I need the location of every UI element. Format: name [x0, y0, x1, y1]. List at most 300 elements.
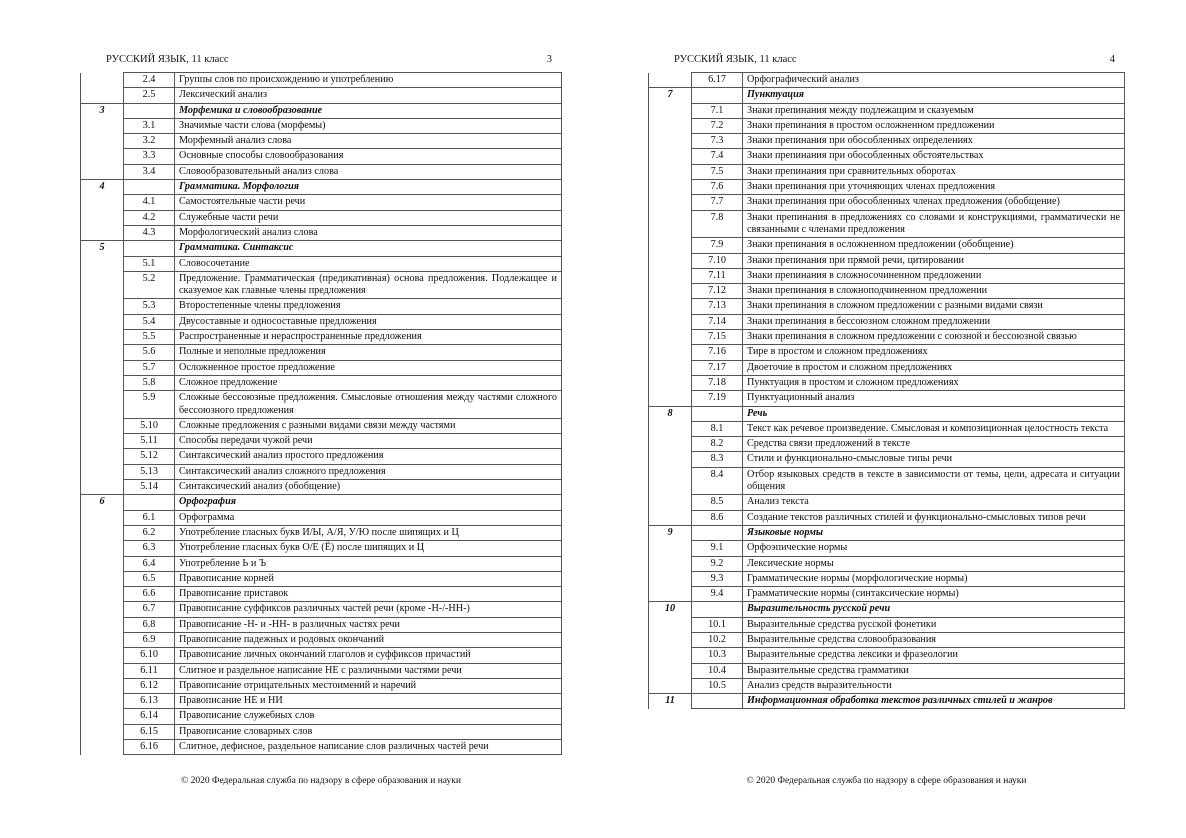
item-text-cell: Правописание суффиксов различных частей речи (кроме -Н-/-НН-)	[175, 602, 562, 617]
section-number-cell	[649, 330, 692, 345]
table-row	[649, 284, 1125, 299]
item-code-cell: 7.6	[692, 180, 743, 195]
section-number-cell	[649, 663, 692, 678]
item-code-cell: 9.4	[692, 587, 743, 602]
item-code-cell: 6.5	[124, 571, 175, 586]
table-row	[81, 709, 562, 724]
item-text-cell: Правописание отрицательных местоимений и наречий	[175, 678, 562, 693]
item-text-cell: Осложненное простое предложение	[175, 360, 562, 375]
item-code-cell: 5.11	[124, 434, 175, 449]
item-code-cell: 7.18	[692, 375, 743, 390]
item-code-cell: 6.9	[124, 632, 175, 647]
item-text-cell: Правописание НЕ и НИ	[175, 694, 562, 709]
item-code-cell: 8.5	[692, 495, 743, 510]
section-number-cell	[649, 118, 692, 133]
table-row	[649, 617, 1125, 632]
item-text-cell: Самостоятельные части речи	[175, 195, 562, 210]
item-code-cell: 7.3	[692, 134, 743, 149]
item-code-cell: 6.4	[124, 556, 175, 571]
section-number-cell	[649, 678, 692, 693]
section-number-cell	[649, 195, 692, 210]
table-row	[81, 663, 562, 678]
item-text-cell: Знаки препинания в бессоюзном сложном предложении	[743, 314, 1125, 329]
item-text-cell: Морфемный анализ слова	[175, 134, 562, 149]
item-code-cell: 7.16	[692, 345, 743, 360]
table-row	[649, 467, 1125, 495]
table-row	[81, 299, 562, 314]
section-number-cell	[81, 418, 124, 433]
item-code-cell: 10.1	[692, 617, 743, 632]
item-code-cell: 5.9	[124, 391, 175, 419]
page-footer: © 2020 Федеральная служба по надзору в сфере образования и науки	[180, 776, 461, 786]
table-row	[81, 434, 562, 449]
table-row	[649, 299, 1125, 314]
section-number-cell	[649, 556, 692, 571]
item-code-cell: 6.10	[124, 648, 175, 663]
section-number-cell	[81, 663, 124, 678]
section-number-cell	[649, 238, 692, 253]
table-row	[81, 724, 562, 739]
section-number-cell	[81, 195, 124, 210]
item-code-cell: 6.11	[124, 663, 175, 678]
section-number-cell	[81, 164, 124, 179]
item-text-cell: Знаки препинания при обособленных членах предложения (обобщение)	[743, 195, 1125, 210]
table-row	[81, 391, 562, 419]
item-code-cell: 6.17	[692, 73, 743, 88]
table-row	[649, 632, 1125, 647]
item-text-cell: Морфологический анализ слова	[175, 225, 562, 240]
item-code-cell: 7.1	[692, 103, 743, 118]
item-code-cell: 6.12	[124, 678, 175, 693]
item-text-cell: Второстепенные члены предложения	[175, 299, 562, 314]
section-number-cell: 10	[649, 602, 692, 617]
item-code-cell: 4.2	[124, 210, 175, 225]
table-row	[81, 464, 562, 479]
item-code-cell: 6.15	[124, 724, 175, 739]
table-row	[81, 525, 562, 540]
table-row	[649, 678, 1125, 693]
item-code-cell: 3.3	[124, 149, 175, 164]
table-row	[649, 421, 1125, 436]
section-number-cell	[649, 73, 692, 88]
table-row	[81, 740, 562, 755]
section-title-cell: Информационная обработка текстов различных стилей и жанров	[743, 694, 1125, 709]
item-text-cell: Знаки препинания при уточняющих членах предложения	[743, 180, 1125, 195]
item-text-cell: Стили и функционально-смысловые типы речи	[743, 452, 1125, 467]
item-code-cell	[692, 406, 743, 421]
item-code-cell: 9.2	[692, 556, 743, 571]
section-number-cell	[81, 678, 124, 693]
section-number-cell	[81, 571, 124, 586]
item-code-cell	[692, 694, 743, 709]
table-row	[81, 210, 562, 225]
item-code-cell: 8.1	[692, 421, 743, 436]
item-text-cell: Способы передачи чужой речи	[175, 434, 562, 449]
section-number-cell	[649, 648, 692, 663]
section-row	[81, 241, 562, 256]
section-title-cell: Речь	[743, 406, 1125, 421]
item-text-cell: Тире в простом и сложном предложениях	[743, 345, 1125, 360]
section-number-cell	[81, 210, 124, 225]
table-row	[81, 648, 562, 663]
item-code-cell	[124, 180, 175, 195]
page-footer: © 2020 Федеральная служба по надзору в сфере образования и науки	[746, 776, 1027, 786]
item-text-cell: Выразительные средства русской фонетики	[743, 617, 1125, 632]
table-row	[81, 118, 562, 133]
section-number-cell	[81, 118, 124, 133]
item-text-cell: Словосочетание	[175, 256, 562, 271]
item-text-cell: Правописание -Н- и -НН- в различных частях речи	[175, 617, 562, 632]
table-row	[649, 375, 1125, 390]
item-text-cell: Служебные части речи	[175, 210, 562, 225]
item-code-cell: 6.6	[124, 587, 175, 602]
section-number-cell	[649, 268, 692, 283]
table-row	[81, 149, 562, 164]
table-row	[81, 510, 562, 525]
item-code-cell: 10.4	[692, 663, 743, 678]
section-title-cell: Грамматика. Морфология	[175, 180, 562, 195]
table-row	[649, 73, 1125, 88]
item-text-cell: Словообразовательный анализ слова	[175, 164, 562, 179]
item-text-cell: Сложные бессоюзные предложения. Смысловые отношения между частями сложного бессоюзного предложения	[175, 391, 562, 419]
table-row	[649, 571, 1125, 586]
item-text-cell: Употребление гласных букв И/Ы, А/Я, У/Ю после шипящих и Ц	[175, 525, 562, 540]
section-row	[81, 495, 562, 510]
table-row	[649, 180, 1125, 195]
section-number-cell: 3	[81, 103, 124, 118]
table-row	[81, 541, 562, 556]
table-row	[81, 345, 562, 360]
table-row	[649, 345, 1125, 360]
item-code-cell: 6.16	[124, 740, 175, 755]
item-text-cell: Основные способы словообразования	[175, 149, 562, 164]
item-text-cell: Правописание личных окончаний глаголов и суффиксов причастий	[175, 648, 562, 663]
item-text-cell: Знаки препинания в сложном предложении с союзной и бессоюзной связью	[743, 330, 1125, 345]
section-number-cell	[649, 495, 692, 510]
item-code-cell: 6.13	[124, 694, 175, 709]
section-number-cell	[649, 149, 692, 164]
section-number-cell	[81, 345, 124, 360]
section-number-cell	[81, 330, 124, 345]
section-number-cell	[81, 694, 124, 709]
section-row	[649, 525, 1125, 540]
table-row	[81, 480, 562, 495]
section-number-cell	[649, 314, 692, 329]
table-row	[649, 587, 1125, 602]
item-text-cell: Знаки препинания при обособленных определениях	[743, 134, 1125, 149]
section-number-cell	[649, 253, 692, 268]
table-row	[81, 418, 562, 433]
item-code-cell: 6.14	[124, 709, 175, 724]
section-title-cell: Орфография	[175, 495, 562, 510]
table-row	[649, 134, 1125, 149]
section-number-cell	[649, 134, 692, 149]
table-row	[81, 556, 562, 571]
item-code-cell	[692, 602, 743, 617]
section-number-cell: 6	[81, 495, 124, 510]
item-text-cell: Выразительные средства грамматики	[743, 663, 1125, 678]
section-row	[649, 602, 1125, 617]
table-row	[649, 648, 1125, 663]
section-number-cell	[649, 437, 692, 452]
section-number-cell: 7	[649, 88, 692, 103]
table-row	[81, 617, 562, 632]
section-number-cell	[649, 299, 692, 314]
section-number-cell	[649, 632, 692, 647]
section-number-cell	[81, 391, 124, 419]
table-row	[649, 437, 1125, 452]
table-row	[649, 510, 1125, 525]
item-code-cell: 5.7	[124, 360, 175, 375]
section-title-cell: Грамматика. Синтаксис	[175, 241, 562, 256]
item-code-cell: 5.4	[124, 314, 175, 329]
item-code-cell	[692, 88, 743, 103]
section-number-cell	[81, 314, 124, 329]
item-text-cell: Знаки препинания в осложненном предложении (обобщение)	[743, 238, 1125, 253]
table-row	[649, 663, 1125, 678]
table-row	[649, 149, 1125, 164]
item-code-cell: 5.1	[124, 256, 175, 271]
item-text-cell: Употребление гласных букв О/Е (Ё) после шипящих и Ц	[175, 541, 562, 556]
item-code-cell: 5.6	[124, 345, 175, 360]
section-number-cell	[81, 360, 124, 375]
section-number-cell	[649, 180, 692, 195]
section-number-cell	[81, 541, 124, 556]
item-code-cell: 9.1	[692, 541, 743, 556]
item-code-cell: 2.5	[124, 88, 175, 103]
item-text-cell: Знаки препинания между подлежащим и сказуемым	[743, 103, 1125, 118]
table-row	[81, 134, 562, 149]
section-number-cell	[81, 271, 124, 299]
section-number-cell	[81, 602, 124, 617]
section-number-cell	[649, 510, 692, 525]
table-row	[81, 88, 562, 103]
item-code-cell: 7.12	[692, 284, 743, 299]
table-row	[649, 268, 1125, 283]
table-row	[81, 330, 562, 345]
item-code-cell: 8.2	[692, 437, 743, 452]
item-text-cell: Употребление Ь и Ъ	[175, 556, 562, 571]
item-code-cell: 10.5	[692, 678, 743, 693]
item-code-cell: 8.3	[692, 452, 743, 467]
item-code-cell: 7.10	[692, 253, 743, 268]
item-text-cell: Орфограмма	[175, 510, 562, 525]
table-row	[649, 452, 1125, 467]
item-code-cell: 4.1	[124, 195, 175, 210]
item-text-cell: Знаки препинания в сложноподчиненном предложении	[743, 284, 1125, 299]
section-row	[81, 103, 562, 118]
section-number-cell	[81, 434, 124, 449]
item-code-cell: 7.7	[692, 195, 743, 210]
item-code-cell: 7.2	[692, 118, 743, 133]
section-number-cell: 8	[649, 406, 692, 421]
item-text-cell: Лексический анализ	[175, 88, 562, 103]
item-code-cell: 7.14	[692, 314, 743, 329]
table-row	[81, 164, 562, 179]
item-code-cell: 5.5	[124, 330, 175, 345]
table-row	[649, 164, 1125, 179]
item-text-cell: Орфографический анализ	[743, 73, 1125, 88]
item-code-cell: 3.1	[124, 118, 175, 133]
item-code-cell: 8.4	[692, 467, 743, 495]
item-code-cell: 6.1	[124, 510, 175, 525]
section-number-cell	[81, 256, 124, 271]
section-title-cell: Языковые нормы	[743, 525, 1125, 540]
section-title-cell: Выразительность русской речи	[743, 602, 1125, 617]
content-table	[80, 72, 562, 755]
table-row	[649, 238, 1125, 253]
item-code-cell	[124, 495, 175, 510]
item-code-cell: 7.19	[692, 391, 743, 406]
running-header-title: РУССКИЙ ЯЗЫК, 11 класс	[106, 54, 229, 65]
section-number-cell	[649, 164, 692, 179]
section-number-cell	[81, 617, 124, 632]
table-row	[81, 375, 562, 390]
item-code-cell: 7.17	[692, 360, 743, 375]
section-number-cell	[649, 571, 692, 586]
item-text-cell: Значимые части слова (морфемы)	[175, 118, 562, 133]
item-text-cell: Синтаксический анализ простого предложения	[175, 449, 562, 464]
section-number-cell	[81, 299, 124, 314]
section-number-cell	[649, 210, 692, 238]
item-code-cell: 7.9	[692, 238, 743, 253]
item-code-cell: 3.2	[124, 134, 175, 149]
item-text-cell: Правописание служебных слов	[175, 709, 562, 724]
table-row	[81, 314, 562, 329]
item-text-cell: Двоеточие в простом и сложном предложениях	[743, 360, 1125, 375]
item-code-cell: 8.6	[692, 510, 743, 525]
table-row	[81, 360, 562, 375]
item-text-cell: Распространенные и нераспространенные предложения	[175, 330, 562, 345]
section-number-cell	[81, 449, 124, 464]
item-code-cell: 6.2	[124, 525, 175, 540]
item-code-cell: 5.10	[124, 418, 175, 433]
table-row	[81, 195, 562, 210]
section-number-cell	[81, 587, 124, 602]
table-row	[649, 541, 1125, 556]
section-number-cell: 4	[81, 180, 124, 195]
table-row	[81, 449, 562, 464]
item-text-cell: Группы слов по происхождению и употреблению	[175, 73, 562, 88]
item-text-cell: Пунктуация в простом и сложном предложениях	[743, 375, 1125, 390]
item-code-cell: 5.12	[124, 449, 175, 464]
table-row	[649, 360, 1125, 375]
page-header	[106, 54, 552, 68]
item-code-cell: 5.8	[124, 375, 175, 390]
item-code-cell: 7.11	[692, 268, 743, 283]
section-number-cell	[81, 740, 124, 755]
item-code-cell: 6.3	[124, 541, 175, 556]
item-text-cell: Сложное предложение	[175, 375, 562, 390]
item-code-cell: 7.8	[692, 210, 743, 238]
item-code-cell: 6.7	[124, 602, 175, 617]
table-row	[81, 571, 562, 586]
section-number-cell	[81, 480, 124, 495]
table-row	[649, 210, 1125, 238]
table-row	[81, 271, 562, 299]
table-row	[81, 632, 562, 647]
table-row	[649, 495, 1125, 510]
item-text-cell: Правописание приставок	[175, 587, 562, 602]
item-text-cell: Знаки препинания при обособленных обстоятельствах	[743, 149, 1125, 164]
section-number-cell	[81, 375, 124, 390]
table-row	[81, 694, 562, 709]
item-text-cell: Полные и неполные предложения	[175, 345, 562, 360]
section-number-cell	[649, 467, 692, 495]
item-text-cell: Знаки препинания в сложносочиненном предложении	[743, 268, 1125, 283]
running-header-title: РУССКИЙ ЯЗЫК, 11 класс	[674, 54, 797, 65]
item-text-cell: Знаки препинания в сложном предложении с разными видами связи	[743, 299, 1125, 314]
table-row	[649, 391, 1125, 406]
item-text-cell: Орфоэпические нормы	[743, 541, 1125, 556]
section-number-cell	[649, 391, 692, 406]
item-code-cell: 5.13	[124, 464, 175, 479]
table-row	[649, 314, 1125, 329]
item-text-cell: Выразительные средства лексики и фразеологии	[743, 648, 1125, 663]
item-text-cell: Анализ текста	[743, 495, 1125, 510]
item-text-cell: Правописание корней	[175, 571, 562, 586]
item-text-cell: Двусоставные и односоставные предложения	[175, 314, 562, 329]
item-text-cell: Грамматические нормы (синтаксические нормы)	[743, 587, 1125, 602]
item-text-cell: Слитное, дефисное, раздельное написание слов различных частей речи	[175, 740, 562, 755]
table-row	[81, 225, 562, 240]
section-number-cell	[81, 149, 124, 164]
page-number: 4	[1109, 54, 1115, 65]
section-number-cell	[649, 345, 692, 360]
section-number-cell: 5	[81, 241, 124, 256]
page-number: 3	[546, 54, 552, 65]
item-text-cell: Знаки препинания в предложениях со словами и конструкциями, грамматически не связанными с членами предложения	[743, 210, 1125, 238]
table-row	[81, 73, 562, 88]
item-text-cell: Текст как речевое произведение. Смысловая и композиционная целостность текста	[743, 421, 1125, 436]
section-number-cell	[81, 464, 124, 479]
item-code-cell: 4.3	[124, 225, 175, 240]
item-code-cell: 5.14	[124, 480, 175, 495]
table-row	[649, 330, 1125, 345]
section-number-cell	[649, 103, 692, 118]
item-code-cell: 6.8	[124, 617, 175, 632]
table-row	[649, 195, 1125, 210]
section-number-cell	[649, 360, 692, 375]
item-code-cell: 5.3	[124, 299, 175, 314]
item-text-cell: Знаки препинания при сравнительных оборотах	[743, 164, 1125, 179]
section-number-cell	[81, 134, 124, 149]
item-text-cell: Анализ средств выразительности	[743, 678, 1125, 693]
section-number-cell	[81, 225, 124, 240]
item-text-cell: Пунктуационный анализ	[743, 391, 1125, 406]
section-number-cell	[649, 452, 692, 467]
item-text-cell: Синтаксический анализ сложного предложения	[175, 464, 562, 479]
section-number-cell	[649, 587, 692, 602]
table-row	[649, 118, 1125, 133]
table-row	[649, 556, 1125, 571]
item-code-cell: 5.2	[124, 271, 175, 299]
table-row	[649, 103, 1125, 118]
item-code-cell: 9.3	[692, 571, 743, 586]
section-number-cell: 9	[649, 525, 692, 540]
item-text-cell: Правописание падежных и родовых окончаний	[175, 632, 562, 647]
section-row	[649, 406, 1125, 421]
section-title-cell: Морфемика и словообразование	[175, 103, 562, 118]
section-number-cell	[81, 648, 124, 663]
item-text-cell: Создание текстов различных стилей и функционально-смысловых типов речи	[743, 510, 1125, 525]
item-text-cell: Отбор языковых средств в тексте в зависимости от темы, цели, адресата и ситуации общения	[743, 467, 1125, 495]
item-code-cell: 7.4	[692, 149, 743, 164]
section-row	[649, 88, 1125, 103]
item-code-cell	[692, 525, 743, 540]
section-row	[649, 694, 1125, 709]
content-table	[648, 72, 1125, 709]
